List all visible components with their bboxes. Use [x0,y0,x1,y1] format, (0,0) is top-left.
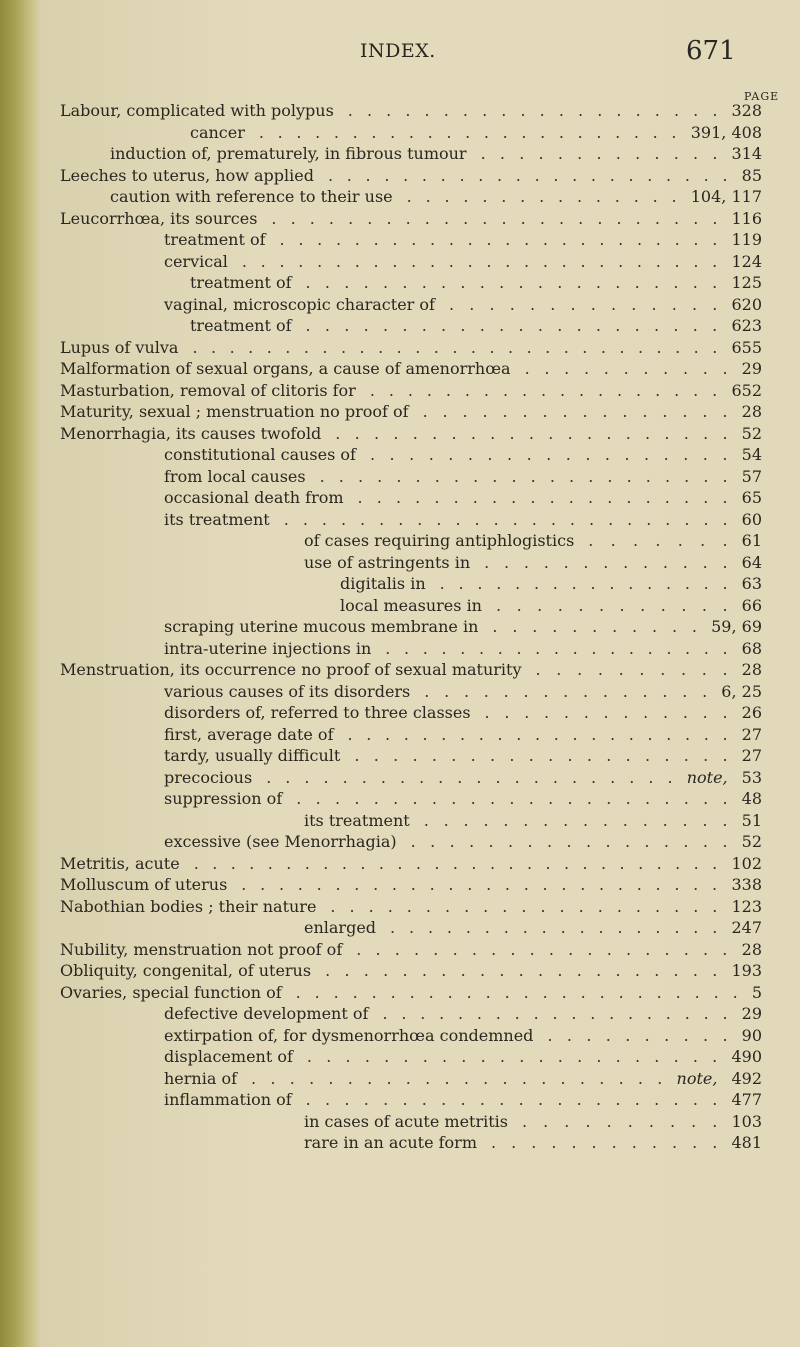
entry-page-value: 338 [731,875,762,894]
entry-text: scraping uterine mucous membrane in [164,617,479,636]
entry-page [742,745,762,766]
entry-page-value: 57 [741,466,762,486]
entry-page [742,638,762,659]
entry-page-value: 123 [731,896,762,916]
dot-leader: . . . . . . . . . . . . . . . [424,681,708,701]
entry-page-value: 66 [741,595,762,615]
index-entry [0,939,800,960]
dot-leader: . . . . . . . . . . . . . [484,552,728,572]
entry-text: hernia of [164,1068,238,1088]
entry-page [731,294,762,315]
entry-page [731,1132,762,1153]
dot-leader: . . . . . . . . . . . [492,617,697,636]
entry-page-value: 28 [741,939,762,959]
dot-leader: . . . . . . . . . . . . . . . . [423,810,728,830]
index-entry [0,294,800,315]
entry-page-value: 59, 69 [711,617,762,636]
entry-page-value: 52 [741,832,762,851]
dot-leader: . . . . . . . . . . . . . . . . . . . . . . [306,1047,718,1066]
index-entry [0,853,800,874]
index-entry [0,960,800,981]
entry-page [742,358,762,379]
entry-text: Leeches to uterus, how applied [60,165,314,185]
index-entry [0,659,800,680]
index-entry [0,767,800,788]
entry-page [742,444,762,465]
entry-text: treatment of [190,316,292,335]
dot-leader: . . . . . . . . . . . . . . . . . . . . . . . . . . . . . [193,853,718,873]
entry-page-value: 61 [741,531,762,550]
entry-text: extirpation of, for dysmenorrhœa condemned [164,1025,534,1045]
entry-page-value: 247 [731,918,762,937]
entry-page-value: 490 [731,1047,762,1066]
entry-text: use of astringents in [304,552,471,572]
index-entry [0,122,800,143]
entry-text: enlarged [304,918,377,937]
entry-page [742,165,762,186]
entry-text: Obliquity, congenital, of uterus [60,961,312,980]
entry-page-value: 65 [741,488,762,507]
dot-leader: . . . . . . . . . . [535,660,728,679]
dot-leader: . . . . . . . . . . . . . . . . . . . . . . [305,273,718,292]
dot-leader: . . . . . . . . . . . . . . . . . . [390,918,718,937]
entry-text: intra-uterine injections in [164,638,372,658]
entry-page [742,831,762,852]
entry-page [742,810,762,831]
dot-leader: . . . . . . . . . . . . . . . . . . . . . . . . . . [241,875,718,894]
dot-leader: . . . . . . . . . . . . . . . . . . . . . . . . [279,230,718,249]
entry-page-value: 481 [731,1133,762,1152]
index-entry [0,509,800,530]
dot-leader: . . . . . . . . . . . . . . . . [439,574,728,593]
index-entry [0,595,800,616]
index-entry [0,466,800,487]
dot-leader: . . . . . . . . . . . . . . . . . . . . . . . [258,122,677,142]
dot-leader: . . . . . . . . . . . . . . [448,294,718,314]
page-number: 671 [686,36,736,66]
entry-text: tardy, usually difficult [164,746,341,765]
dot-leader: . . . . . . . [588,531,728,550]
index-entry [0,810,800,831]
entry-page-value: 48 [741,789,762,808]
dot-leader: . . . . . . . . . . . . . . . . . . . . . . [251,1068,663,1088]
index-entry [0,186,800,207]
index-entry [0,831,800,852]
entry-text: Leucorrhœa, its sources [60,208,258,228]
dot-leader: . . . . . . . . . . [547,1025,728,1045]
entry-page-value: 90 [741,1025,762,1045]
entry-page-value: 125 [731,273,762,292]
index-entry [0,530,800,551]
dot-leader: . . . . . . . . . . . . [491,1133,718,1152]
entry-text: displacement of [164,1047,293,1066]
entry-page [742,466,762,487]
entry-page-value: 124 [731,251,762,271]
entry-text: disorders of, referred to three classes [164,703,471,722]
entry-page-value: 26 [741,703,762,722]
dot-leader: . . . . . . . . . . . [524,359,728,378]
dot-leader: . . . . . . . . . . . . . . . [406,187,677,206]
entry-page [731,1046,762,1067]
entry-page [742,401,762,422]
entry-text: Maturity, sexual ; menstruation no proof of [60,402,409,421]
entry-note: note, [686,767,728,787]
entry-page [731,315,762,336]
entry-page [731,208,762,229]
entry-page-value: 6, 25 [721,681,762,701]
entry-page [742,552,762,573]
entry-page-value: 68 [741,638,762,658]
entry-text: from local causes [164,466,306,486]
entry-page [731,272,762,293]
entry-text: precocious [164,767,253,787]
entry-text: Metritis, acute [60,853,180,873]
entry-page-value: 119 [731,230,762,249]
entry-page-value: 29 [741,359,762,378]
entry-page-value: 85 [741,165,762,185]
entry-page-value: 64 [741,552,762,572]
entry-page [731,1111,762,1132]
entry-page [742,487,762,508]
dot-leader: . . . . . . . . . . . . . . . . . . . . [356,939,728,959]
index-entry [0,444,800,465]
entry-page [742,724,762,745]
index-entry [0,143,800,164]
entry-text: treatment of [164,230,266,249]
dot-leader: . . . . . . . . . . . . . . . . . . . . . . . . . . . . . [192,337,718,357]
entry-text: Masturbation, removal of clitoris for [60,380,356,400]
index-entry [0,1003,800,1024]
entry-text: of cases requiring antiphlogistics [304,531,575,550]
entry-page [731,960,762,981]
entry-text: Ovaries, special function of [60,982,282,1002]
index-entry [0,208,800,229]
entry-page-value: 328 [731,101,762,120]
index-entry [0,401,800,422]
page-column-label: PAGE [744,90,780,103]
entry-text: vaginal, microscopic character of [164,294,435,314]
entry-page [687,767,762,788]
index-entry [0,982,800,1003]
entry-text: Molluscum of uterus [60,875,228,894]
entry-text: rare in an acute form [304,1133,477,1152]
entry-text: Malformation of sexual organs, a cause of amenorrhœa [60,359,511,378]
entry-text: local measures in [340,595,482,615]
entry-page [742,423,762,444]
entry-page-value: 492 [731,1068,762,1088]
entry-text: Nubility, menstruation not proof of [60,939,343,959]
entry-text: in cases of acute metritis [304,1111,509,1131]
dot-leader: . . . . . . . . . . . . . . . . . . . . . [335,423,728,443]
entry-page-value: 652 [731,380,762,400]
index-entry [0,100,800,121]
entry-page-value: 103 [731,1111,762,1131]
entry-page [742,573,762,594]
entry-text: cervical [164,251,228,271]
entry-page-value: 27 [741,724,762,744]
entry-page [691,186,762,207]
entry-text: cancer [190,122,245,142]
entry-page [691,122,762,143]
entry-text: occasional death from [164,488,344,507]
entry-page-value: 27 [741,746,762,765]
entry-page-value: 477 [731,1090,762,1109]
entry-text: defective development of [164,1004,369,1023]
entry-page [731,337,762,358]
entry-page-value: 193 [731,961,762,980]
entry-text: suppression of [164,789,283,808]
index-entry [0,272,800,293]
entry-text: caution with reference to their use [110,187,393,206]
dot-leader: . . . . . . . . . . . . . . . . . . . . . . . . [295,982,738,1002]
index-entry [0,487,800,508]
entry-text: its treatment [304,810,410,830]
entry-text: Menstruation, its occurrence no proof of sexual maturity [60,660,522,679]
entry-page-value: 655 [731,337,762,357]
entry-page [742,659,762,680]
index-entry [0,917,800,938]
entry-text: Nabothian bodies ; their nature [60,896,317,916]
index-entry [0,638,800,659]
dot-leader: . . . . . . . . . . . . . . . . . . . . [357,488,728,507]
dot-leader: . . . . . . . . . . . . . . . . . . . [369,380,718,400]
dot-leader: . . . . . . . . . . [522,1111,718,1131]
entry-page [742,1025,762,1046]
dot-leader: . . . . . . . . . . . . . . . . . . . . . . . . . . [241,251,718,271]
index-entry [0,1089,800,1110]
index-entry [0,229,800,250]
index-entry [0,1068,800,1089]
entry-note: note, [676,1068,718,1088]
entry-page [731,874,762,895]
index-entry [0,423,800,444]
dot-leader: . . . . . . . . . . . . . . . . . . . . . [347,724,728,744]
entry-page [677,1068,762,1089]
index-entry [0,745,800,766]
index-entry [0,337,800,358]
entry-page [752,982,762,1003]
entry-page-value: 623 [731,316,762,335]
entry-page [742,788,762,809]
dot-leader: . . . . . . . . . . . . . . . . . . . . . . [305,316,718,335]
entry-page [742,702,762,723]
entry-page [731,853,762,874]
dot-leader: . . . . . . . . . . . . . . . . . . . . . . [266,767,673,787]
entry-page-value: 29 [741,1004,762,1023]
entry-page-value: 116 [731,208,762,228]
index-entry [0,874,800,895]
entry-text: excessive (see Menorrhagia) [164,832,397,851]
entry-page [731,380,762,401]
entry-text: constitutional causes of [164,445,356,464]
index-entry [0,315,800,336]
entry-page-value: 314 [731,144,762,163]
entry-text: its treatment [164,509,270,529]
index-entry [0,552,800,573]
dot-leader: . . . . . . . . . . . . . [484,703,728,722]
entry-text: Labour, complicated with polypus [60,101,334,120]
entry-page-value: 53 [741,767,762,787]
entry-page [731,100,762,121]
entry-page [731,896,762,917]
index-entry [0,358,800,379]
entry-text: first, average date of [164,724,334,744]
entry-page [742,530,762,551]
entry-text: digitalis in [340,574,426,593]
index-entry [0,616,800,637]
dot-leader: . . . . . . . . . . . . . . . . . . . . . . [305,1090,718,1109]
index-entry [0,380,800,401]
entry-page [742,595,762,616]
dot-leader: . . . . . . . . . . . . . . . . . [410,832,728,851]
entry-page-value: 620 [731,294,762,314]
dot-leader: . . . . . . . . . . . . . . . . . . . . . . [327,165,728,185]
dot-leader: . . . . . . . . . . . . . . . . . . . . . . . . [271,208,718,228]
index-entry [0,573,800,594]
dot-leader: . . . . . . . . . . . . . . . . . . . [382,1004,728,1023]
entry-page [731,1089,762,1110]
index-entry [0,1046,800,1067]
entry-text: inflammation of [164,1090,292,1109]
entry-text: treatment of [190,273,292,292]
dot-leader: . . . . . . . . . . . . . . . . . . . . . [330,896,718,916]
dot-leader: . . . . . . . . . . . . . . . . . . . [385,638,728,658]
entry-text: Menorrhagia, its causes twofold [60,423,322,443]
dot-leader: . . . . . . . . . . . . . . . . . . . . . [325,961,718,980]
dot-leader: . . . . . . . . . . . . [495,595,728,615]
entry-text: induction of, prematurely, in fibrous tumour [110,144,467,163]
entry-page-value: 52 [741,423,762,443]
entry-page [731,917,762,938]
index-entry [0,788,800,809]
entry-page [742,509,762,530]
dot-leader: . . . . . . . . . . . . . . . . . . . . [347,101,718,120]
dot-leader: . . . . . . . . . . . . . . . . . . . . . . . [296,789,728,808]
entry-page [721,681,762,702]
entry-page [731,229,762,250]
index-entry [0,1025,800,1046]
entry-page [731,251,762,272]
running-head-title: INDEX. [360,40,436,62]
index-entry [0,724,800,745]
index-entry [0,702,800,723]
dot-leader: . . . . . . . . . . . . . . . . [422,402,728,421]
entry-page-value: 5 [751,982,762,1002]
entry-page-value: 102 [731,853,762,873]
index-entry [0,165,800,186]
entry-text: various causes of its disorders [164,681,411,701]
entry-page-value: 104, 117 [690,187,762,206]
dot-leader: . . . . . . . . . . . . . . . . . . . . . . [319,466,728,486]
entry-page-value: 60 [741,509,762,529]
entry-page [742,1003,762,1024]
entry-page-value: 391, 408 [690,122,762,142]
entry-page-value: 63 [741,574,762,593]
index-entry [0,896,800,917]
entry-text: Lupus of vulva [60,337,179,357]
index-entry [0,1132,800,1153]
index-entry [0,251,800,272]
entry-page-value: 28 [741,660,762,679]
dot-leader: . . . . . . . . . . . . . . . . . . . [369,445,728,464]
dot-leader: . . . . . . . . . . . . . . . . . . . . . . . . [283,509,728,529]
entry-page [742,939,762,960]
index-entry [0,1111,800,1132]
dot-leader: . . . . . . . . . . . . . [480,144,718,163]
index-entry [0,681,800,702]
dot-leader: . . . . . . . . . . . . . . . . . . . . [354,746,728,765]
entry-page [711,616,762,637]
entry-page-value: 51 [741,810,762,830]
entry-page [731,143,762,164]
entry-page-value: 54 [741,445,762,464]
entry-page-value: 28 [741,402,762,421]
